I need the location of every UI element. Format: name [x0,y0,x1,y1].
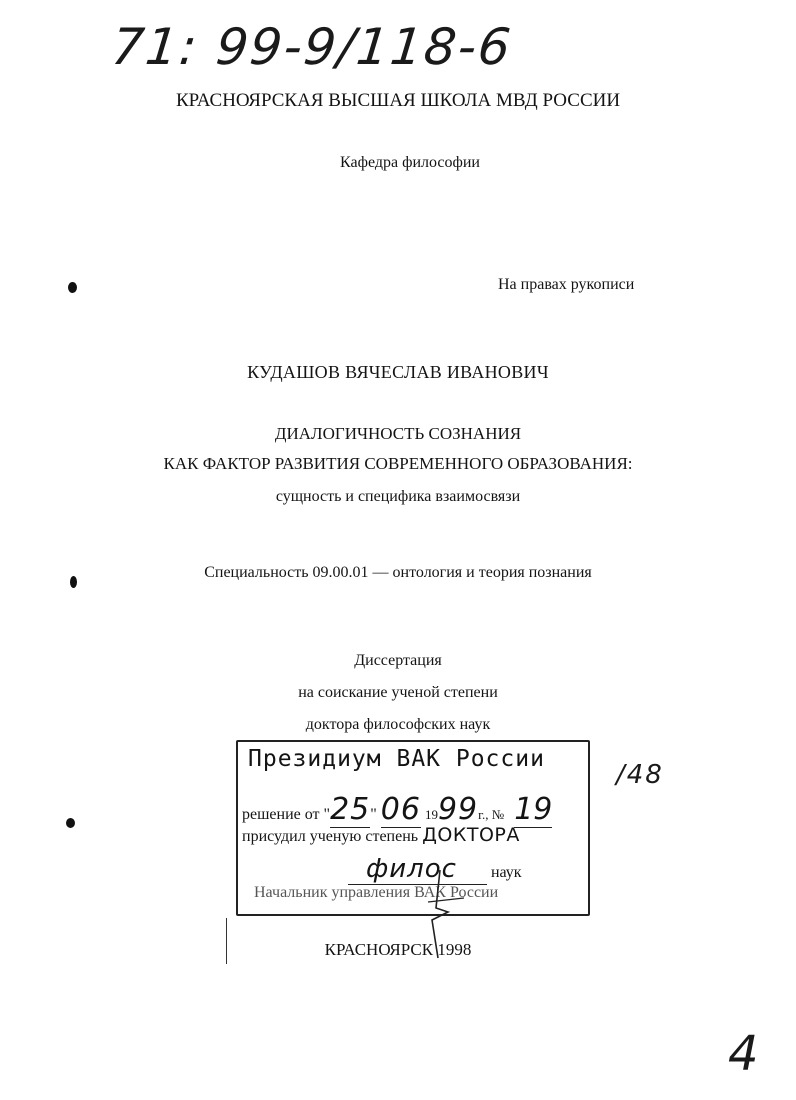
specialty-line: Специальность 09.00.01 — онтология и теория познания [204,564,592,581]
decision-number-extra: /48 [616,760,664,790]
science-field: филос [348,854,487,885]
decision-number-label: г., № [478,807,505,822]
city-and-year: КРАСНОЯРСК 1998 [324,940,472,959]
stamp-footer: Начальник управления ВАК России [254,884,499,901]
sciences-suffix: наук [490,864,522,881]
degree-purpose-line: на соискание ученой степени [298,684,498,701]
department-name: Кафедра философии [340,154,480,171]
awarded-text: присудил ученую степень [242,828,419,845]
dissertation-subtitle: сущность и специфика взаимосвязи [275,488,521,505]
archive-code-handwritten: 71: 99-9/118-6 [108,18,516,76]
author-name: КУДАШОВ ВЯЧЕСЛАВ ИВАНОВИЧ [247,362,549,382]
degree-name-line: доктора философских наук [305,716,491,733]
stamp-header: Президиум ВАК России [248,746,545,772]
scan-speck [68,282,77,293]
dissertation-title-line-1: ДИАЛОГИЧНОСТЬ СОЗНАНИЯ [274,424,522,443]
decision-month: 06 [380,792,421,827]
vak-approval-stamp [236,740,590,916]
stamp-decision-line [242,792,552,828]
decision-prefix: решение от " [242,806,331,823]
quote-mark: " [370,806,377,823]
dissertation-label: Диссертация [354,652,442,669]
degree-value: ДОКТОРА [422,824,520,846]
dissertation-title-line-2: КАК ФАКТОР РАЗВИТИЯ СОВРЕМЕННОГО ОБРАЗОВАНИЯ: [163,454,633,473]
decision-year: 99 [437,792,479,827]
decision-year-prefix: 19 [424,807,438,822]
institution-name: КРАСНОЯРСКАЯ ВЫСШАЯ ШКОЛА МВД РОССИИ [175,90,621,111]
page-number: 4 [728,1026,761,1082]
scan-speck [66,818,75,828]
decision-day: 25 [330,792,371,827]
decision-number: 19 [514,792,553,827]
manuscript-rights-note: На правах рукописи [498,276,635,293]
stamp-awarded-line [242,824,520,846]
